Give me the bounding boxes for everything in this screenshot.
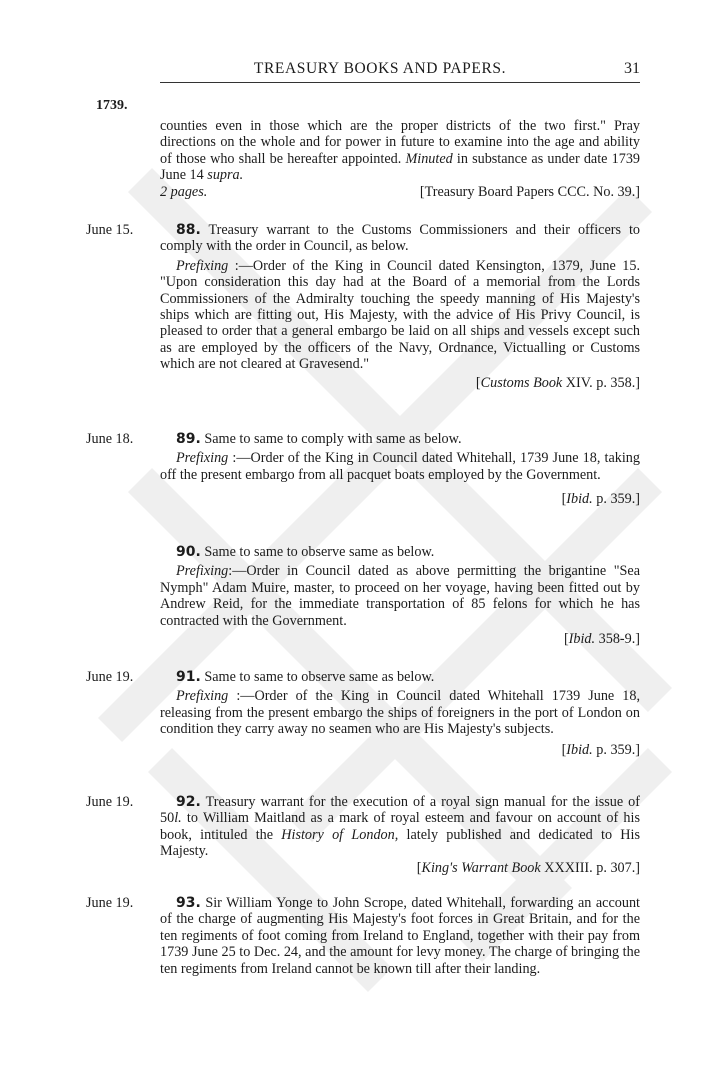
source-reference: [Treasury Board Papers CCC. No. 39.]	[419, 183, 640, 200]
entry-text: 90. Same to same to observe same as below.	[176, 544, 435, 560]
header-rule	[160, 82, 640, 83]
continuation-paragraph	[160, 118, 640, 200]
entry-date: June 19.	[86, 895, 134, 911]
entry-number: 88.	[176, 222, 201, 238]
continuation-text: counties even in those which are the proper districts of the two first." Pray directions on the whole and for power in future to examine into the age and ability of those who shall be hereafter appointed. Minuted in substance as under date 1739 June 14 supra.	[160, 118, 641, 184]
entry-prefix: Prefixing :—Order of the King in Council dated Whitehall 1739 June 18, releasing from the present embargo the ships of foreigners in the port of London on condition they carry away no seamen who are His Majesty's subjects.	[160, 688, 640, 738]
entry-text: 91. Same to same to observe same as below.	[176, 669, 435, 685]
source-reference: [Customs Book XIV. p. 358.]	[475, 374, 640, 391]
entry-text: 89. Same to same to comply with same as below.	[176, 431, 462, 447]
source-reference: [Ibid. p. 359.]	[561, 741, 640, 758]
entry-88	[160, 222, 640, 391]
entry-prefix: Prefixing :—Order of the King in Council dated Whitehall, 1739 June 18, taking off the present embargo from all pacquet boats employed by the Government.	[160, 450, 640, 483]
entry-text: 93. Sir William Yonge to John Scrope, dated Whitehall, forwarding an account of the charge of augmenting His Majesty's foot forces in Great Britain, and for the ten regiments of foot coming from Ireland to England, together with their pay from 1739 June 25 to Dec. 24, and the amount for levy money. The charge of bringing the ten regiments from Ireland cannot be known till after their landing.	[160, 895, 640, 977]
entry-number: 89.	[176, 431, 201, 447]
source-reference: [Ibid. p. 359.]	[561, 491, 640, 508]
entry-prefix: Prefixing:—Order in Council dated as above permitting the brigantine "Sea Nymph" Adam Muire, master, to proceed on her voyage, having been fitted out by Andrew Reid, for the immediate transportation of 85 felons for which he has contracted with the Government.	[160, 563, 640, 629]
entry-prefix: Prefixing :—Order of the King in Council dated Kensington, 1379, June 15. "Upon consideration this day had at the Board of a memorial from the Lords Commissioners of the Admiralty touching the speedy manning of His Majesty's ships which are fitting out, His Majesty, with the advice of His Privy Council, is pleased to order that a general embargo be laid on all ships and vessels except such as are employed by the officers of the Navy, Ordnance, Victualling or Customs which are not cleared at Gravesend."	[160, 257, 640, 373]
entry-date: June 19.	[86, 669, 134, 685]
continuation-footer	[160, 184, 640, 200]
running-title: TREASURY BOOKS AND PAPERS.	[253, 60, 507, 77]
year-marginal-note: 1739.	[96, 98, 128, 113]
page-count: 2 pages.	[160, 183, 208, 200]
entry-text: 88. Treasury warrant to the Customs Commissioners and their officers to comply with the order in Council, as below.	[160, 222, 640, 255]
entry-91	[160, 669, 640, 758]
entry-date: June 15.	[86, 222, 134, 238]
running-head	[160, 58, 640, 82]
entry-number: 93.	[176, 895, 201, 911]
entry-90	[160, 544, 640, 647]
entry-number: 90.	[176, 544, 201, 560]
entry-number: 92.	[176, 794, 201, 810]
source-reference: [King's Warrant Book XXXIII. p. 307.]	[416, 859, 640, 876]
entry-date: June 19.	[86, 794, 134, 810]
entry-date: June 18.	[86, 431, 134, 447]
entry-text: 92. Treasury warrant for the execution of a royal sign manual for the issue of 50l. to William Maitland as a mark of royal esteem and favour on account of his book, intituled the History of London, lately published and dedicated to His Majesty.	[160, 794, 641, 860]
entry-92	[160, 794, 640, 876]
page-number: 31	[624, 60, 640, 77]
entry-number: 91.	[176, 669, 201, 685]
entry-89	[160, 431, 640, 508]
source-reference: [Ibid. 358-9.]	[563, 631, 640, 648]
entry-93	[160, 895, 640, 977]
